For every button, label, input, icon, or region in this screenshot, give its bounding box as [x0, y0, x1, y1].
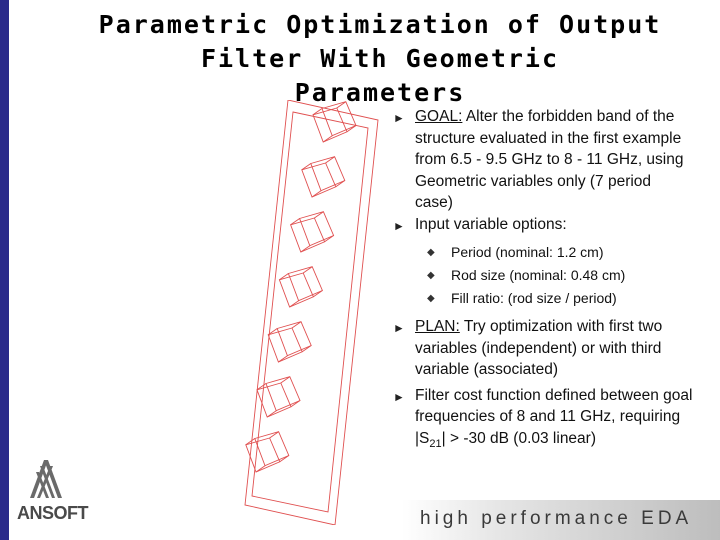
tagline-text: high performance EDA	[420, 508, 693, 529]
option-period	[427, 241, 693, 264]
triangle-bullet-icon: ►	[393, 218, 405, 233]
option-rod-size	[427, 264, 693, 287]
diamond-bullet-icon: ◆	[427, 293, 435, 304]
slide-title	[60, 8, 700, 110]
title-line-1: Parametric Optimization of Output	[98, 10, 662, 39]
cost-text-after: | > -30 dB (0.03 linear)	[441, 429, 596, 447]
plan-label: PLAN:	[415, 318, 460, 335]
triangle-bullet-icon: ►	[393, 321, 405, 335]
option-text: Rod size (nominal: 0.48 cm)	[451, 267, 626, 283]
rod-cubes	[246, 102, 356, 472]
slide-content	[393, 106, 693, 455]
option-fill-ratio	[427, 287, 693, 310]
filter-structure-figure	[210, 100, 410, 525]
inputs-text: Input variable options:	[415, 215, 567, 233]
bullet-inputs	[393, 214, 693, 236]
triangle-bullet-icon: ►	[393, 111, 405, 125]
tagline-banner	[402, 500, 720, 540]
bullet-plan	[393, 316, 693, 381]
goal-label: GOAL:	[415, 108, 463, 125]
plan-text: Try optimization with first two variables (independent) or with third variable (associated)	[415, 318, 663, 378]
inner-enclosure	[252, 112, 368, 512]
title-line-2: Filter With Geometric	[200, 44, 560, 73]
s21-subscript: 21	[429, 437, 442, 450]
logo-text: ANSOFT	[17, 503, 88, 523]
bullet-cost-function	[393, 385, 693, 456]
diamond-bullet-icon: ◆	[427, 270, 435, 281]
option-text: Fill ratio: (rod size / period)	[451, 290, 617, 306]
goal-text: Alter the forbidden band of the structure evaluated in the first example from 6.5 - 9.5 GHz to 8 - 11 GHz, using Geometric variables only (7 period case)	[415, 108, 684, 211]
title-line-3: Parameters	[294, 78, 466, 107]
left-accent-bar	[0, 0, 9, 540]
input-options-list	[427, 241, 693, 310]
cost-text-before: Filter cost function defined between goal frequencies of 8 and 11 GHz, requiring |S	[415, 386, 693, 447]
bullet-goal	[393, 106, 693, 214]
triangle-bullet-icon: ►	[393, 389, 405, 404]
option-text: Period (nominal: 1.2 cm)	[451, 244, 604, 260]
diamond-bullet-icon: ◆	[427, 247, 435, 258]
